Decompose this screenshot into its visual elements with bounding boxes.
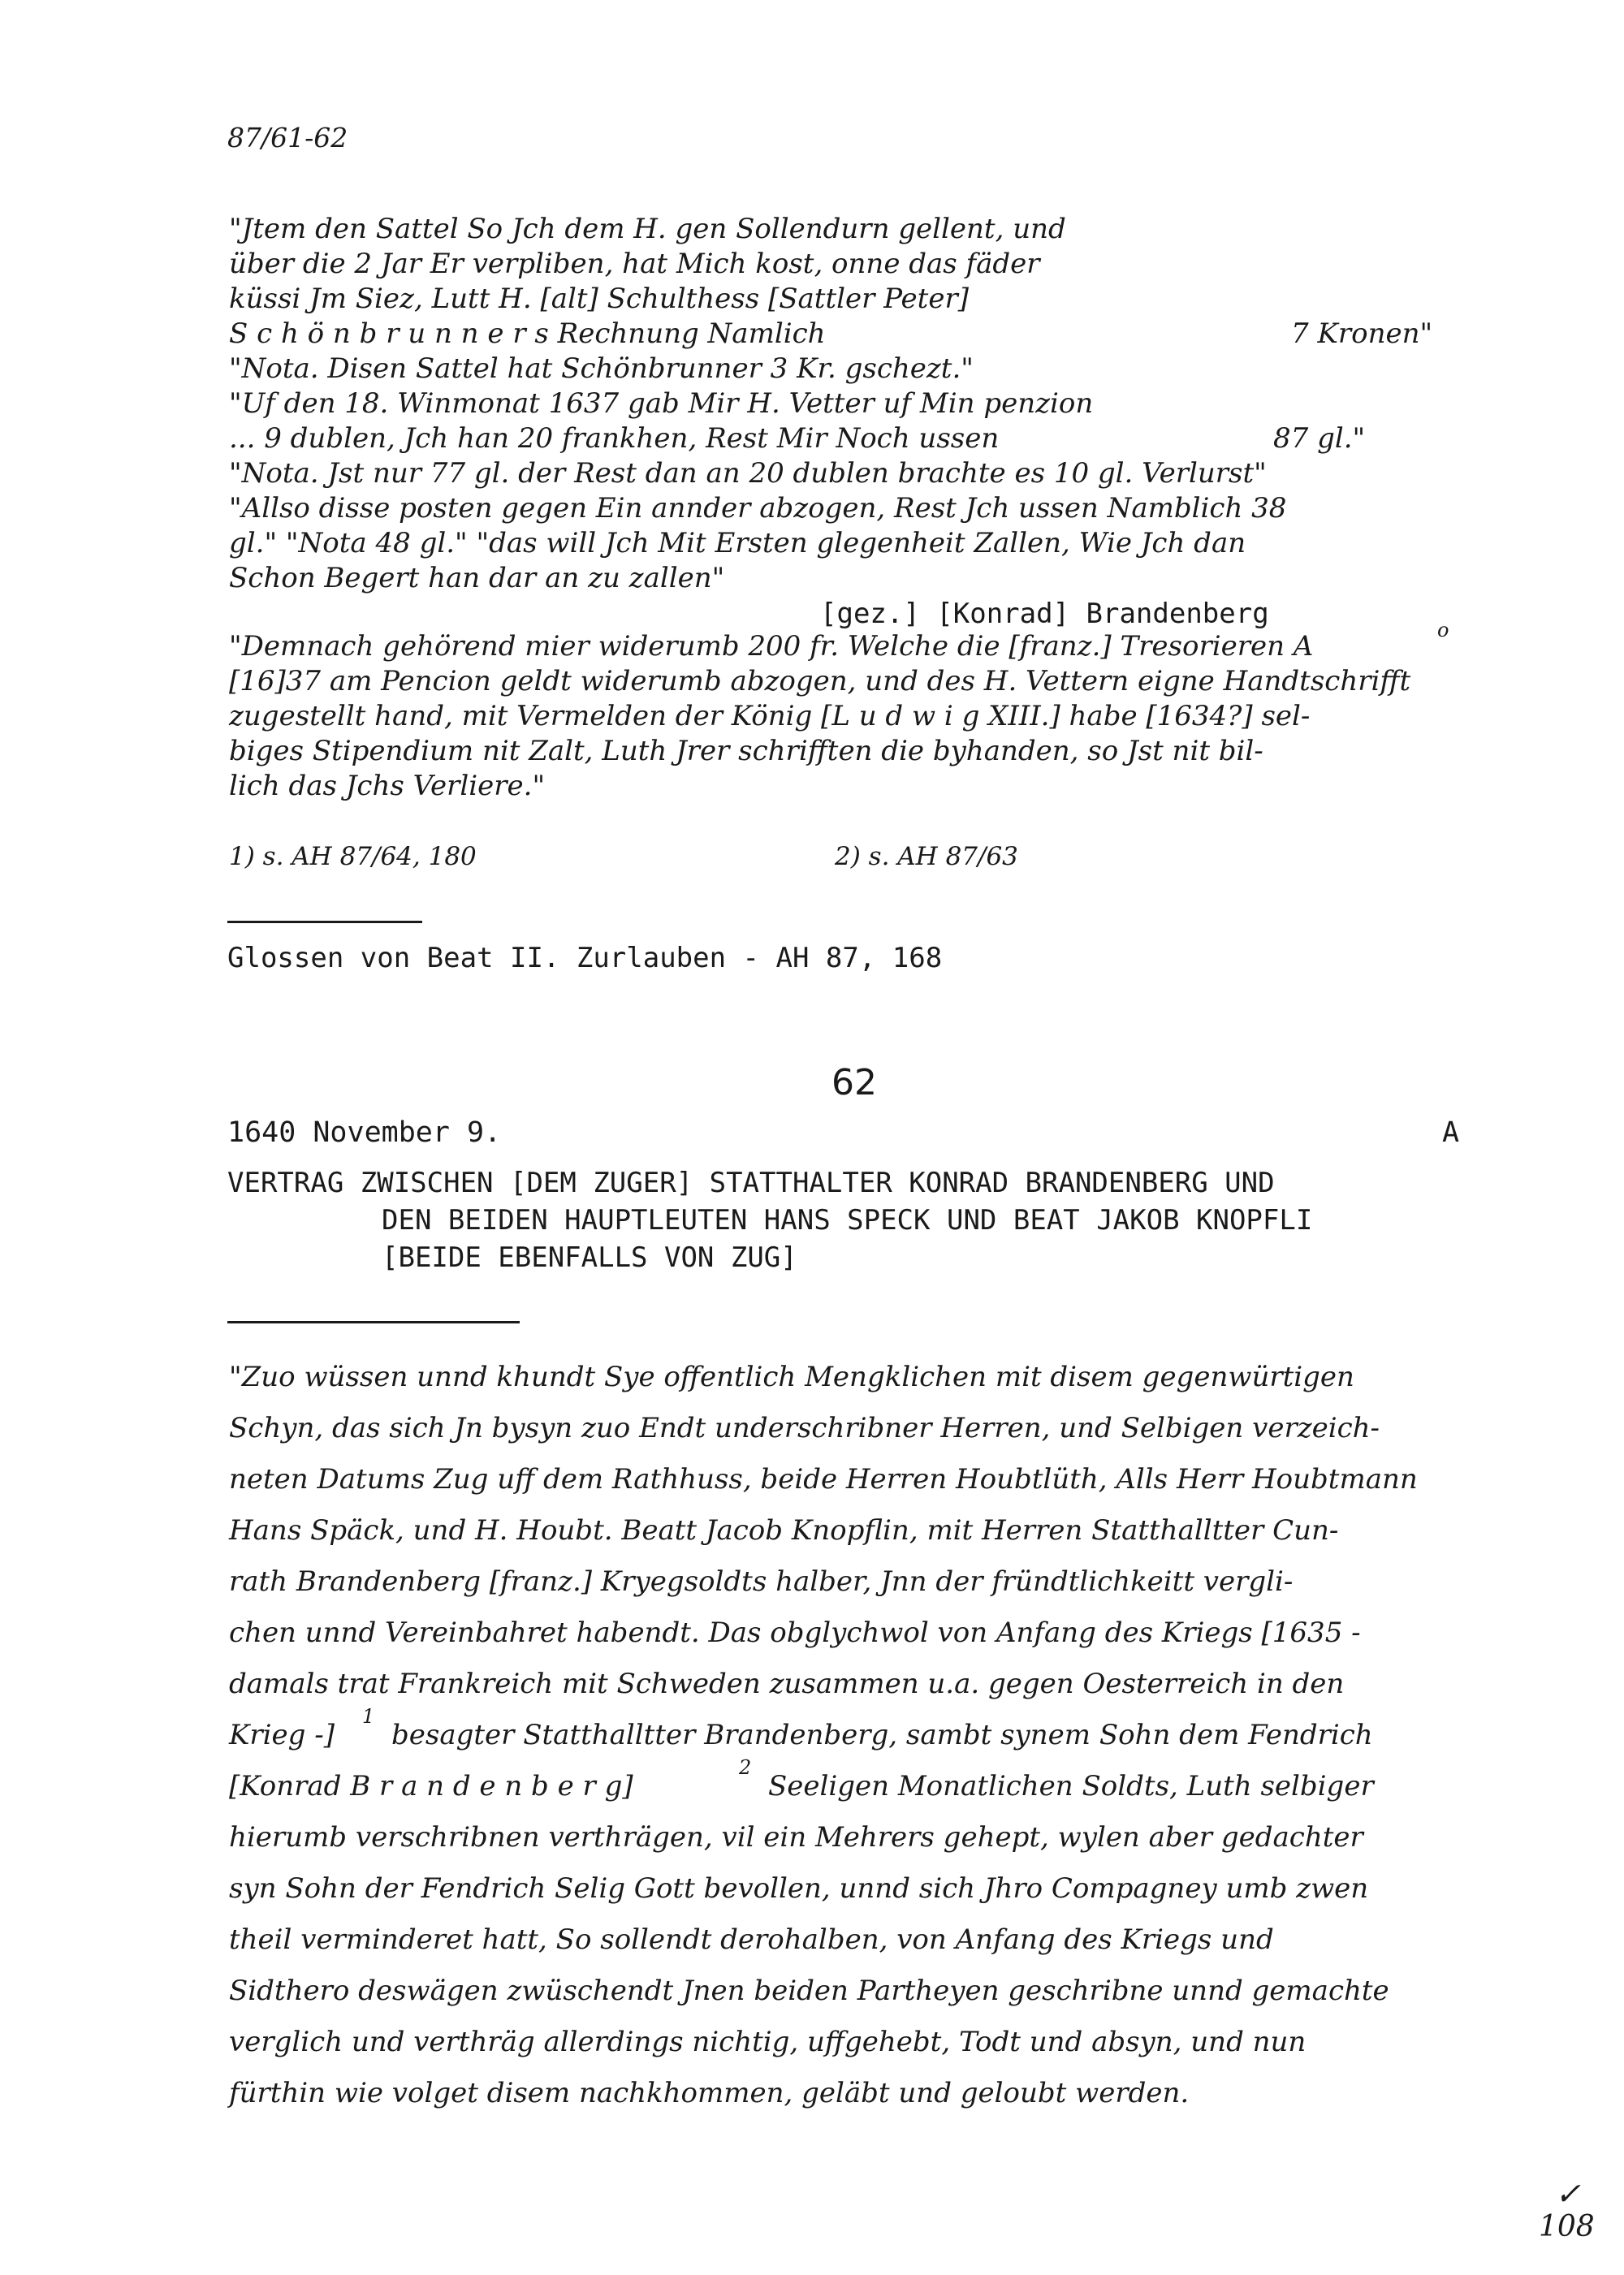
excerpt-amount-kronen: 7 Kronen" xyxy=(1291,317,1433,350)
divider xyxy=(227,921,422,923)
body-line: syn Sohn der Fendrich Selig Gott bevollen, unnd sich Jhro Compagney umb zwen xyxy=(229,1872,1369,1905)
body-line: Sidthero deswägen zwüschendt Jnen beiden Partheyen geschribne unnd gemachte xyxy=(229,1975,1389,2007)
excerpt-line: S c h ö n b r u n n e r s Rechnung Namlich xyxy=(229,317,826,350)
body-line: Schyn, das sich Jn bysyn zuo Endt underschribner Herren, und Selbigen verzeich- xyxy=(229,1412,1380,1444)
excerpt-line: über die 2 Jar Er verpliben, hat Mich kost, onne das fäder xyxy=(229,248,1040,280)
body-line: [Konrad B r a n d e n b e r g] xyxy=(229,1770,633,1802)
body-line: "Zuo wüssen unnd khundt Sye offentlich Mengklichen mit disem gegenwürtigen xyxy=(229,1361,1354,1393)
superscript-o: o xyxy=(1437,619,1449,641)
excerpt-line: "Allso disse posten gegen Ein annder abzogen, Rest Jch ussen Namblich 38 xyxy=(229,492,1287,525)
check-mark: ✓ xyxy=(1555,2176,1581,2212)
demnach-line: zugestellt hand, mit Vermelden der König [L u d w i g XIII.] habe [1634?] sel- xyxy=(229,700,1311,732)
section-title-line: [BEIDE EBENFALLS VON ZUG] xyxy=(382,1241,797,1274)
excerpt-line: ... 9 dublen, Jch han 20 frankhen, Rest Mir Noch ussen xyxy=(229,422,1000,455)
excerpt-line: "Jtem den Sattel So Jch dem H. gen Sollendurn gellent, und xyxy=(229,213,1066,245)
footnote-1: 1) s. AH 87/64, 180 xyxy=(229,842,477,871)
excerpt-line: küssi Jm Siez, Lutt H. [alt] Schulthess [Sattler Peter] xyxy=(229,283,969,315)
section-title-line: VERTRAG ZWISCHEN [DEM ZUGER] STATTHALTER KONRAD BRANDENBERG UND xyxy=(227,1167,1275,1199)
section-grade: A xyxy=(1442,1116,1460,1149)
excerpt-line: "Uf den 18. Winmonat 1637 gab Mir H. Vetter uf Min penzion xyxy=(229,387,1094,420)
body-line: besagter Statthalltter Brandenberg, sambt synem Sohn dem Fendrich xyxy=(391,1719,1373,1751)
excerpt-amount-gl: 87 gl." xyxy=(1273,422,1366,455)
body-line: verglich und verthräg allerdings nichtig, uffgehebt, Todt und absyn, und nun xyxy=(229,2026,1307,2058)
page-number: 108 xyxy=(1539,2210,1595,2243)
excerpt-line: "Nota. Jst nur 77 gl. der Rest dan an 20 dublen brachte es 10 gl. Verlurst" xyxy=(229,457,1267,490)
body-line: Hans Späck, und H. Houbt. Beatt Jacob Knopflin, mit Herren Statthalltter Cun- xyxy=(229,1514,1339,1547)
demnach-line: "Demnach gehörend mier widerumb 200 fr. Welche die [franz.] Tresorieren A xyxy=(229,630,1314,663)
demnach-line: biges Stipendium nit Zalt, Luth Jrer schrifften die byhanden, so Jst nit bil- xyxy=(229,735,1263,767)
body-line: chen unnd Vereinbahret habendt. Das obglychwol von Anfang des Kriegs [1635 - xyxy=(229,1617,1361,1649)
signature: [gez.] [Konrad] Brandenberg xyxy=(820,598,1269,630)
footnote-2: 2) s. AH 87/63 xyxy=(835,842,1018,871)
excerpt-line: gl." "Nota 48 gl." "das will Jch Mit Ersten glegenheit Zallen, Wie Jch dan xyxy=(229,527,1246,559)
demnach-line: lich das Jchs Verliere." xyxy=(229,770,546,802)
glossen-reference: Glossen von Beat II. Zurlauben - AH 87, 168 xyxy=(227,942,943,974)
section-title-line: DEN BEIDEN HAUPTLEUTEN HANS SPECK UND BEAT JAKOB KNOPFLI xyxy=(382,1204,1313,1237)
body-line: theil verminderet hatt, So sollendt derohalben, von Anfang des Kriegs und xyxy=(229,1923,1274,1956)
footnote-marker-1: 1 xyxy=(362,1705,375,1728)
body-line: Krieg -] xyxy=(229,1719,335,1751)
excerpt-line: "Nota. Disen Sattel hat Schönbrunner 3 Kr. gschezt." xyxy=(229,352,974,385)
body-line: Seeligen Monatlichen Soldts, Luth selbiger xyxy=(768,1770,1374,1802)
section-number: 62 xyxy=(831,1062,877,1103)
body-line: damals trat Frankreich mit Schweden zusammen u.a. gegen Oesterreich in den xyxy=(229,1668,1345,1700)
footnote-marker-2: 2 xyxy=(739,1756,752,1779)
section-date: 1640 November 9. xyxy=(227,1116,502,1149)
body-line: neten Datums Zug uff dem Rathhuss, beide Herren Houbtlüth, Alls Herr Houbtmann xyxy=(229,1463,1418,1496)
body-line: hierumb verschribnen verthrägen, vil ein Mehrers gehept, wylen aber gedachter xyxy=(229,1821,1363,1854)
divider xyxy=(227,1321,520,1323)
archive-reference: 87/61-62 xyxy=(227,122,348,153)
body-line: fürthin wie volget disem nachkhommen, geläbt und geloubt werden. xyxy=(229,2077,1190,2109)
demnach-line: [16]37 am Pencion geldt widerumb abzogen, und des H. Vettern eigne Handtschrifft xyxy=(229,665,1411,697)
body-line: rath Brandenberg [franz.] Kryegsoldts halber, Jnn der fründtlichkeitt vergli- xyxy=(229,1565,1294,1598)
excerpt-line: Schon Begert han dar an zu zallen" xyxy=(229,562,725,594)
